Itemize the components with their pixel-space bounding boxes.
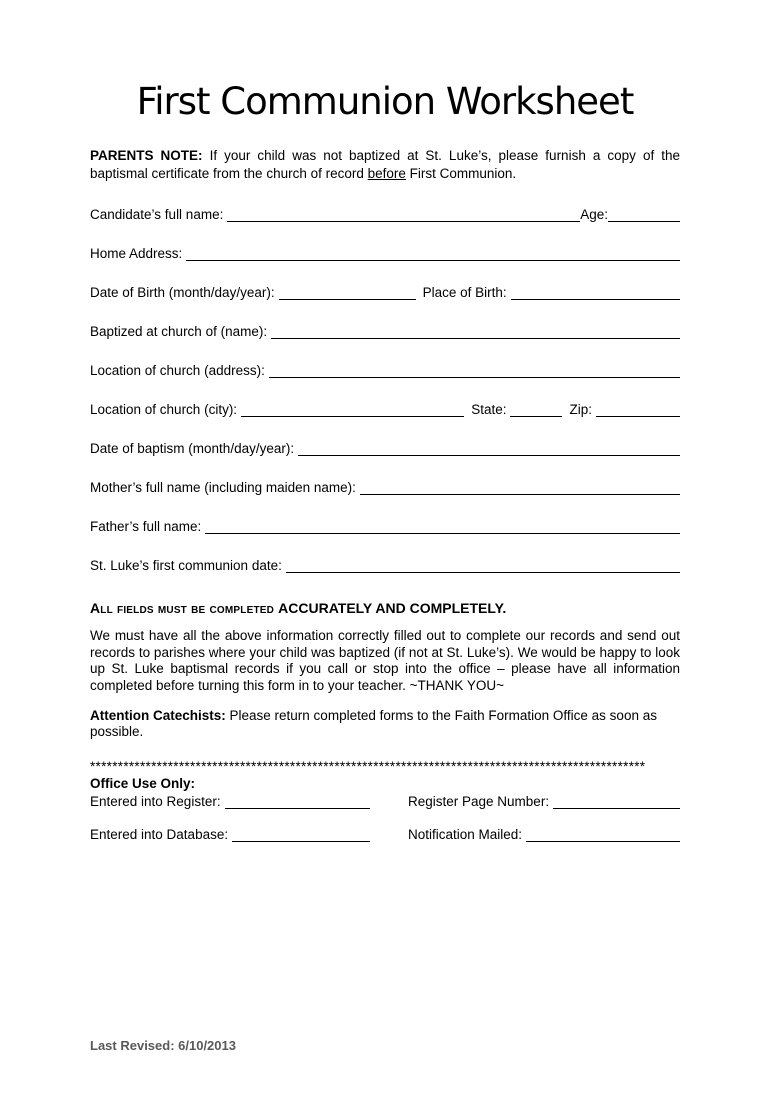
- zip-label: Zip:: [569, 402, 592, 417]
- form-row-church-address: [90, 364, 680, 378]
- age-label: Age:: [580, 207, 608, 222]
- form-row-mother-name: [90, 481, 680, 495]
- attention-note: [90, 708, 680, 741]
- communion-date-line[interactable]: [286, 572, 680, 573]
- home-address-label: Home Address:: [90, 246, 183, 261]
- age-line[interactable]: [608, 221, 680, 222]
- candidate-name-label: Candidate’s full name:: [90, 207, 224, 222]
- form-row-church-city: [90, 403, 680, 417]
- zip-line[interactable]: [596, 416, 680, 417]
- state-label: State:: [471, 402, 507, 417]
- attention-lead: Attention Catechists:: [90, 707, 226, 723]
- office-row-2: [90, 828, 680, 842]
- church-city-line[interactable]: [241, 416, 464, 417]
- parents-note-body-before: If your child was not baptized at St. Luke’s, please furnish a copy of the baptismal certificate from the church of record: [90, 148, 681, 181]
- asterisk-divider: ****************************************************************************************************: [90, 758, 646, 774]
- church-address-label: Location of church (address):: [90, 363, 265, 378]
- form-row-birth: [90, 286, 680, 300]
- entered-register-line[interactable]: [225, 808, 370, 809]
- completion-heading: [90, 600, 680, 616]
- parents-note-lead: PARENTS NOTE:: [90, 148, 203, 163]
- entered-database-line[interactable]: [232, 841, 370, 842]
- candidate-name-line[interactable]: [227, 221, 580, 222]
- father-name-label: Father’s full name:: [90, 519, 202, 534]
- entered-database-field: [90, 828, 370, 842]
- completion-heading-smallcaps: All fields must be completed: [90, 600, 279, 616]
- form-row-baptism-date: [90, 442, 680, 456]
- page-title: First Communion Worksheet: [136, 80, 634, 123]
- mother-name-label: Mother’s full name (including maiden name):: [90, 480, 356, 495]
- form-row-communion-date: [90, 559, 680, 573]
- birth-date-line[interactable]: [279, 299, 416, 300]
- father-name-line[interactable]: [205, 533, 680, 534]
- baptism-date-line[interactable]: [298, 455, 680, 456]
- parents-note-body-after: First Communion.: [405, 166, 517, 181]
- communion-date-label: St. Luke’s first communion date:: [90, 558, 282, 573]
- notification-mailed-field: [408, 828, 680, 842]
- form-row-candidate-name: [90, 208, 680, 222]
- completion-heading-caps: ACCURATELY AND COMPLETELY.: [278, 600, 507, 616]
- birth-date-label: Date of Birth (month/day/year):: [90, 285, 275, 300]
- entered-register-field: [90, 795, 370, 809]
- attention-body: Please return completed forms to the Faith Formation Office as soon as possible.: [90, 707, 657, 739]
- church-address-line[interactable]: [269, 377, 680, 378]
- parents-note-underlined-word: before: [367, 166, 406, 181]
- parents-note: [90, 147, 680, 183]
- last-revised-note: Last Revised: 6/10/2013: [90, 1038, 236, 1053]
- form-row-home-address: [90, 247, 680, 261]
- register-page-number-line[interactable]: [553, 808, 680, 809]
- birth-place-label: Place of Birth:: [422, 285, 507, 300]
- register-page-number-field: [408, 795, 680, 809]
- home-address-line[interactable]: [186, 260, 680, 261]
- office-use-heading: Office Use Only:: [90, 775, 196, 791]
- notification-mailed-label: Notification Mailed:: [408, 826, 523, 842]
- church-city-label: Location of church (city):: [90, 402, 238, 417]
- office-row-1: [90, 795, 680, 809]
- document-page: [90, 80, 680, 842]
- form-row-baptism-church: [90, 325, 680, 339]
- birth-place-line[interactable]: [511, 299, 680, 300]
- completion-paragraph: We must have all the above information correctly filled out to complete our records and send out records to parishes where your child was baptized (if not at St. Luke’s). We would be happy to look up St. Luke baptismal records if you call or stop into the office – please have all information completed before turning this form in to your teacher. ~THANK YOU~: [90, 628, 680, 693]
- baptism-church-line[interactable]: [271, 338, 680, 339]
- baptism-date-label: Date of baptism (month/day/year):: [90, 441, 295, 456]
- register-page-number-label: Register Page Number:: [408, 793, 550, 809]
- state-line[interactable]: [510, 416, 562, 417]
- entered-database-label: Entered into Database:: [90, 826, 229, 842]
- notification-mailed-line[interactable]: [526, 841, 680, 842]
- mother-name-line[interactable]: [360, 494, 680, 495]
- entered-register-label: Entered into Register:: [90, 793, 221, 809]
- baptism-church-label: Baptized at church of (name):: [90, 324, 268, 339]
- form-row-father-name: [90, 520, 680, 534]
